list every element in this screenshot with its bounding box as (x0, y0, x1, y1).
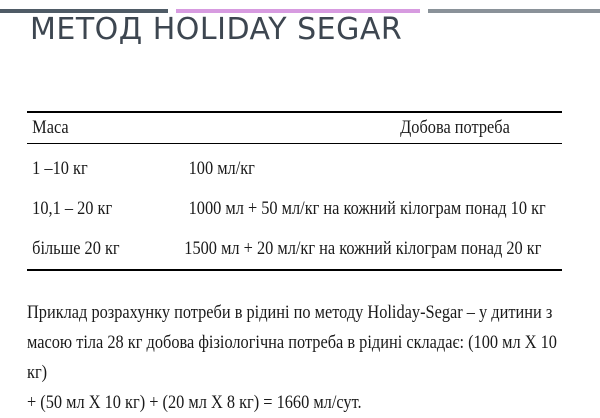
cell-daily-need: 100 мл/кг (188, 158, 255, 179)
fluid-requirement-table (27, 111, 562, 271)
cell-daily-need: 1500 мл + 20 мл/кг на кожний кілограм понад 20 кг (184, 238, 542, 259)
column-header-daily-need: Добова потреба (400, 117, 510, 138)
cell-mass: 10,1 – 20 кг (32, 198, 113, 219)
calculation-example (27, 298, 560, 418)
table-row (27, 189, 562, 229)
example-line: масою тіла 28 кг добова фізіологічна потреба в рідині складає: (100 мл Х 10 кг) (27, 332, 557, 383)
example-line: Приклад розрахунку потреби в рідині по методу Holiday-Segar – у дитини з (27, 302, 553, 323)
table-row (27, 149, 562, 189)
column-header-mass: Маса (32, 117, 69, 138)
table-header-row (27, 113, 562, 143)
accent-bar-right (428, 9, 600, 13)
cell-mass: 1 –10 кг (32, 158, 88, 179)
table-row (27, 229, 562, 269)
example-line: + (50 мл Х 10 кг) + (20 мл Х 8 кг) = 1660 мл/сут. (27, 392, 362, 413)
table-bottom-rule (27, 269, 562, 271)
cell-mass: більше 20 кг (32, 238, 120, 259)
slide-title: МЕТОД HOLIDAY SEGAR (30, 12, 403, 47)
cell-daily-need: 1000 мл + 50 мл/кг на кожний кілограм понад 10 кг (188, 198, 546, 219)
